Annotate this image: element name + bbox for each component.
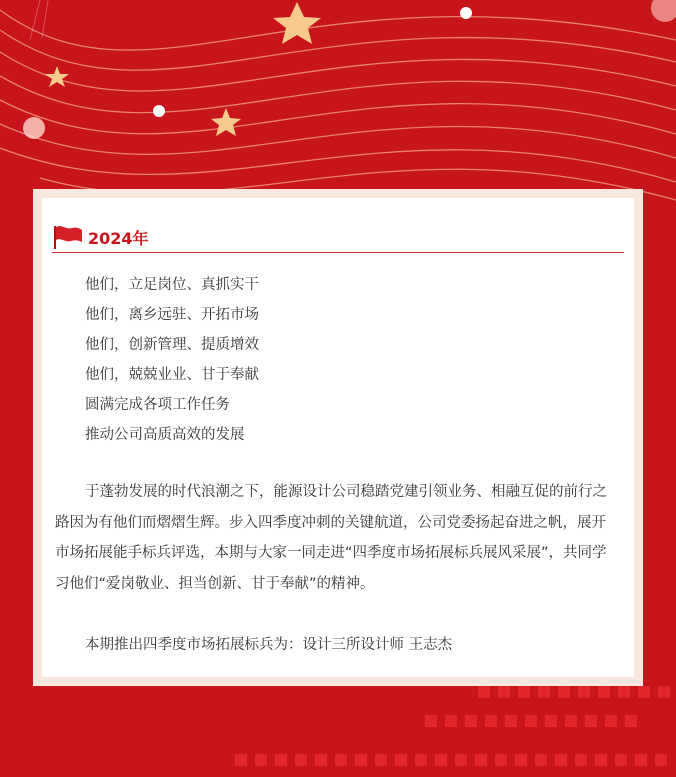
closing-paragraph: 本期推出四季度市场拓展标兵为：设计三所设计师 王志杰 (85, 637, 453, 653)
motto-line: 他们，立足岗位、真抓实干 (85, 277, 259, 293)
year-title: 2024年 (88, 229, 149, 248)
red-flag-icon (52, 224, 84, 250)
star-icon (273, 2, 321, 44)
year-header (52, 224, 624, 253)
motto-line: 圆满完成各项工作任务 (85, 397, 230, 413)
wave-lines (0, 10, 676, 200)
motto-list (85, 270, 259, 450)
motto-line: 他们，离乡远驻、开拓市场 (85, 307, 259, 323)
dot (651, 0, 676, 22)
dot (153, 105, 165, 117)
motto-line: 推动公司高质高效的发展 (85, 427, 245, 443)
star-icon (45, 66, 69, 87)
motto-line: 他们，创新管理、提质增效 (85, 337, 259, 353)
light-rays (30, 0, 48, 40)
motto-line: 他们，兢兢业业、甘于奉献 (85, 367, 259, 383)
pixel-squares (235, 686, 670, 766)
dot (460, 7, 472, 19)
dot (23, 117, 45, 139)
body-paragraph-text: 于蓬勃发展的时代浪潮之下，能源设计公司稳踏党建引领业务、相融互促的前行之路因为有他们而熠熠生辉。步入四季度冲刺的关键航道，公司党委扬起奋进之帆，展开市场拓展能手标兵评选，本期与大家一同走进“四季度市场拓展标兵展风采展”，共同学习他们“爱岗敬业、担当创新、甘于奉献”的精神。 (55, 484, 607, 592)
body-paragraph (55, 477, 620, 599)
star-icon (211, 108, 241, 136)
